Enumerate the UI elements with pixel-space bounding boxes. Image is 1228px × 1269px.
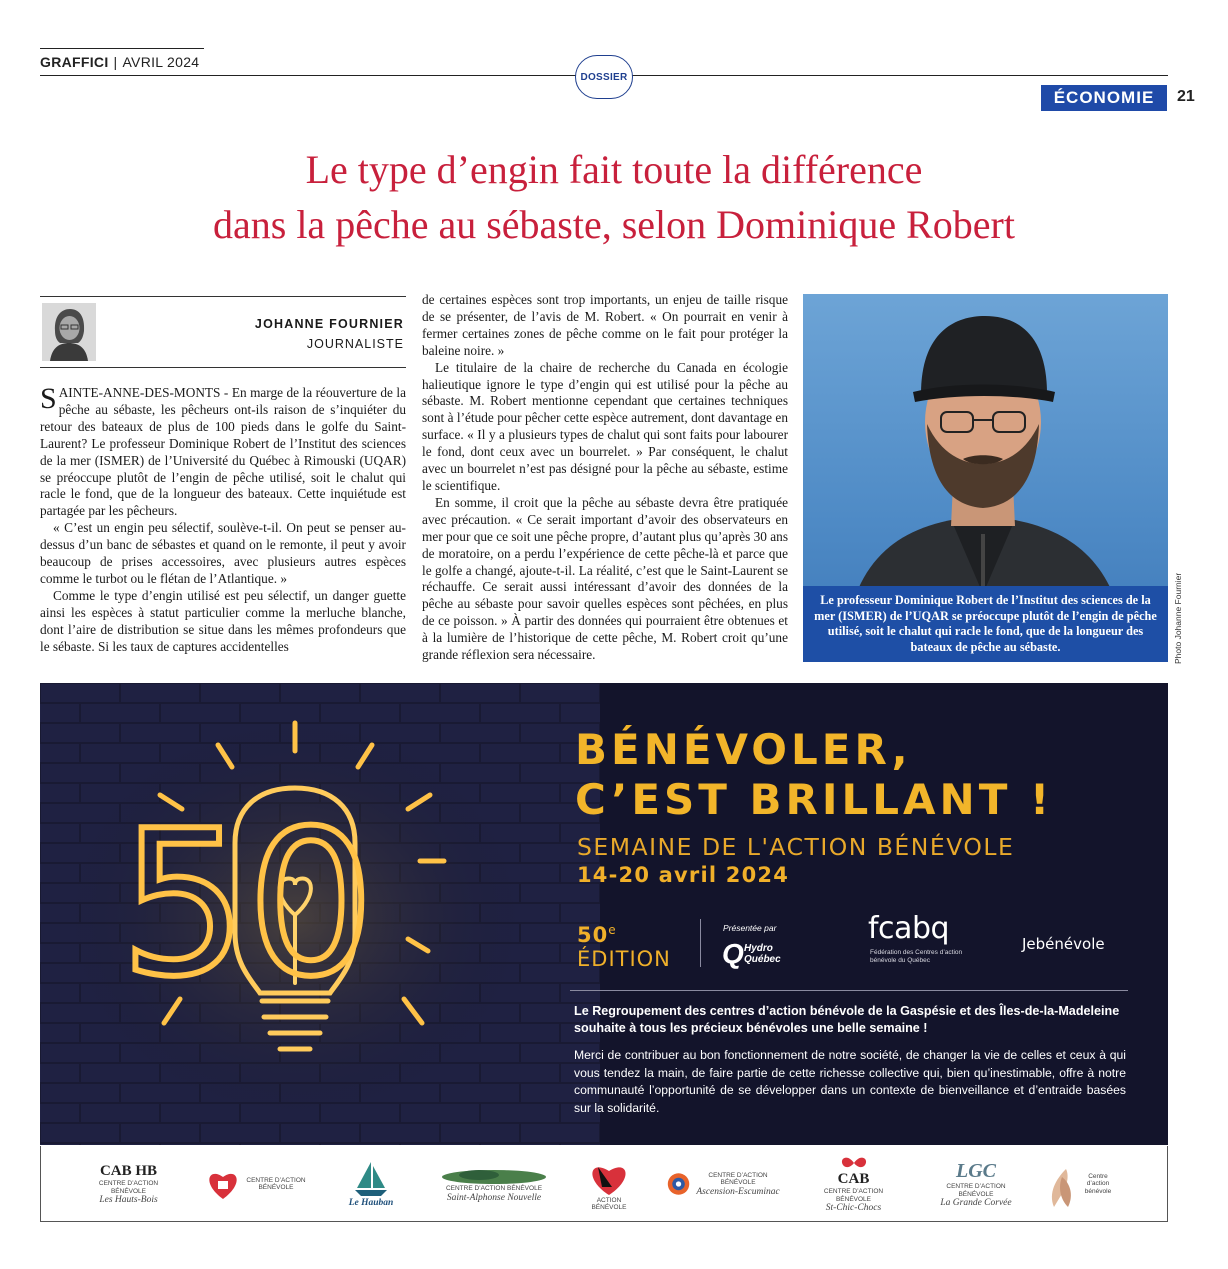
publication-name: GRAFFICI bbox=[40, 54, 109, 70]
heart-house-icon bbox=[205, 1167, 241, 1201]
partner-logos bbox=[40, 1146, 1168, 1222]
ad-rule bbox=[570, 990, 1128, 991]
advertisement bbox=[40, 683, 1168, 1145]
logo-action-benevole: ACTION BÉNÉVOLE bbox=[579, 1146, 639, 1222]
ad-body: Merci de contribuer au bon fonctionnement de notre société, de changer la vie de celles et ceux à qui vous tendez la main, de faire partie de cette richesse collective qui, bien qu’inestimable, offre à notre communauté l’opportunité de se développer dans un contexte de bienveillance et d’entraide basées sur la solidarité. bbox=[574, 1048, 1126, 1115]
dossier-badge: DOSSIER bbox=[575, 55, 633, 99]
article-paragraph: « C’est un engin peu sélectif, soulève-t-il. On peut se penser au-dessus d’un banc de sébastes et quand on le remonte, il peut y avoir beaucoup de prises accessoires, avec plusieurs autres espèces comme le turbot ou le flétan de l’Atlantique. » bbox=[40, 520, 406, 586]
ad-dates: 14-20 avril 2024 bbox=[577, 863, 790, 887]
photo-caption: Le professeur Dominique Robert de l’Institut des sciences de la mer (ISMER) de l’UQAR se préoccupe plutôt de l’engin de pêche utilisé, soit le chalut qui racle le fond, que de la longueur des bateaux de pêche au sébaste. bbox=[803, 586, 1168, 662]
heart-logo-icon bbox=[584, 1157, 634, 1197]
drop-cap: S bbox=[40, 382, 57, 415]
hands-icon bbox=[1046, 1159, 1076, 1209]
logo-saint-alphonse: CENTRE D’ACTION BÉNÉVOLE Saint-Alphonse Nouvelle bbox=[434, 1146, 554, 1222]
article-photo bbox=[803, 294, 1168, 662]
landscape-icon bbox=[439, 1165, 549, 1185]
issue-date: AVRIL 2024 bbox=[122, 54, 200, 70]
article-paragraph: SAINTE-ANNE-DES-MONTS - En marge de la réouverture de la pêche au sébaste, les pêcheurs ont-ils raison de s’inquiéter du retour des bateaux de plus de 100 pieds dans le golfe du Saint-Laurent? Le professeur Dominique Robert de l’Institut des sciences de la mer (ISMER) de l’Université du Québec à Rimouski (UQAR) se préoccupe plutôt de l’engin de pêche utilisé, soit le chalut qui racle le fond, que de la longueur des bateaux. Cette inquiétude est partagée par les pêcheurs. bbox=[40, 382, 406, 519]
logo-le-hauban: Le Hauban bbox=[336, 1146, 406, 1222]
logo-la-grande-corvee: LGC CENTRE D’ACTION BÉNÉVOLE La Grande Corvée bbox=[940, 1160, 1012, 1208]
fcabq-subtitle: Fédération des Centres d’action bénévole du Québec bbox=[870, 949, 963, 964]
logo-hands: Centre d’action bénévole bbox=[1046, 1146, 1116, 1222]
author-name: JOHANNE FOURNIER bbox=[254, 317, 404, 331]
logo-cab-hauts-bois: CAB HB CENTRE D’ACTION BÉNÉVOLE Les Hauts-Bois bbox=[98, 1163, 159, 1205]
masthead: GRAFFICI | AVRIL 2024 bbox=[40, 54, 200, 70]
author-portrait-icon bbox=[42, 303, 96, 361]
presented-by: Présentée par bbox=[723, 923, 777, 933]
byline bbox=[40, 296, 406, 368]
headline-line-1: Le type d’engin fait toute la différence bbox=[305, 147, 923, 192]
jebenevole-logo: Jebénévole bbox=[1022, 935, 1105, 953]
article-column-2 bbox=[422, 292, 788, 664]
photo-credit: Photo Johanne Fournier bbox=[1173, 572, 1183, 664]
logo-ascension-escuminac: CENTRE D’ACTION BÉNÉVOLE Ascension-Escuminac bbox=[666, 1146, 781, 1222]
glowing-bulb-illustration bbox=[40, 683, 600, 1145]
author-role: JOURNALISTE bbox=[306, 337, 404, 351]
hydro-quebec-logo: Q Hydro Québec bbox=[722, 938, 781, 969]
headline bbox=[60, 142, 1168, 252]
butterfly-icon bbox=[839, 1155, 869, 1171]
ad-title: BÉNÉVOLER, C’EST BRILLANT ! bbox=[575, 725, 1054, 824]
logo-cab-heart-house: CENTRE D’ACTION BÉNÉVOLE bbox=[201, 1146, 311, 1222]
ad-subtitle: SEMAINE DE L'ACTION BÉNÉVOLE bbox=[577, 833, 1015, 861]
header-rule-left bbox=[40, 48, 204, 49]
author-photo bbox=[42, 303, 96, 361]
section-tag: ÉCONOMIE bbox=[1041, 85, 1167, 111]
article-paragraph: Comme le type d’engin utilisé est peu sélectif, un danger guette ainsi les espèces à statut particulier comme la merluche blanche, dont l’aire de distribution se situe dans les mêmes profondeurs que le sébaste. Si les taux de captures accidentelles bbox=[40, 587, 406, 654]
page-number: 21 bbox=[1177, 88, 1195, 105]
ad-edition: 50e ÉDITION bbox=[577, 923, 671, 971]
article-column-1 bbox=[40, 382, 406, 656]
article-paragraph: de certaines espèces sont trop importants, un enjeu de taille risque de se présenter, de l’avis de M. Robert. « On pourrait en venir à fermer certaines zones de pêche comme on le fait pour protéger la baleine noire. » bbox=[422, 292, 788, 358]
bulb-number: 50 bbox=[120, 788, 375, 1021]
swirl-icon bbox=[666, 1170, 691, 1198]
fcabq-logo: fcabq bbox=[868, 911, 950, 946]
ad-lead: Le Regroupement des centres d’action bénévole de la Gaspésie et des Îles-de-la-Madeleine souhaite à tous les précieux bénévoles une belle semaine ! bbox=[574, 1004, 1120, 1035]
article-paragraph: Le titulaire de la chaire de recherche du Canada en écologie halieutique ignore le type d’engin qui est utilisé pour la pêche au sébaste. M. Robert mentionne cependant que certaines techniques sont à l’étude pour pêcher cette espèce autrement, dont davantage en surface. « Il y a plusieurs types de chalut qui sont faits pour labourer le fond, dont ceux avec un bourrelet. » Par conséquent, le chalut avec un bourrelet n’est pas désigné pour la pêche au sébaste, estime le scientifique. bbox=[422, 359, 788, 493]
headline-line-2: dans la pêche au sébaste, selon Dominique Robert bbox=[213, 202, 1015, 247]
article-paragraph: En somme, il croit que la pêche au sébaste devra être pratiquée avec précaution. « Ce serait important d’avoir des observateurs en mer pour que ce soit une pêche propre, d’autant plus qu’après 30 ans de moratoire, on a perdu l’expérience de cette pêche-là et parce que le golfe a changé, ajoute-t-il. La réalité, c’est que le Saint-Laurent se réchauffe. Ce serait aussi intéressant d’avoir des données de la pêche au sébaste pour savoir quelles espèces sont pêchées, en plus de ce poisson. » À partir des données qui pourraient être obtenues et à la lumière de l’historique de cette pêche, M. Robert croit qu’une grande réflexion sera nécessaire. bbox=[422, 494, 788, 663]
logo-cab-chic-chocs: CAB CENTRE D’ACTION BÉNÉVOLE St-Chic-Chocs bbox=[806, 1146, 901, 1222]
ad-divider bbox=[700, 919, 701, 967]
sailboat-icon bbox=[351, 1160, 391, 1198]
